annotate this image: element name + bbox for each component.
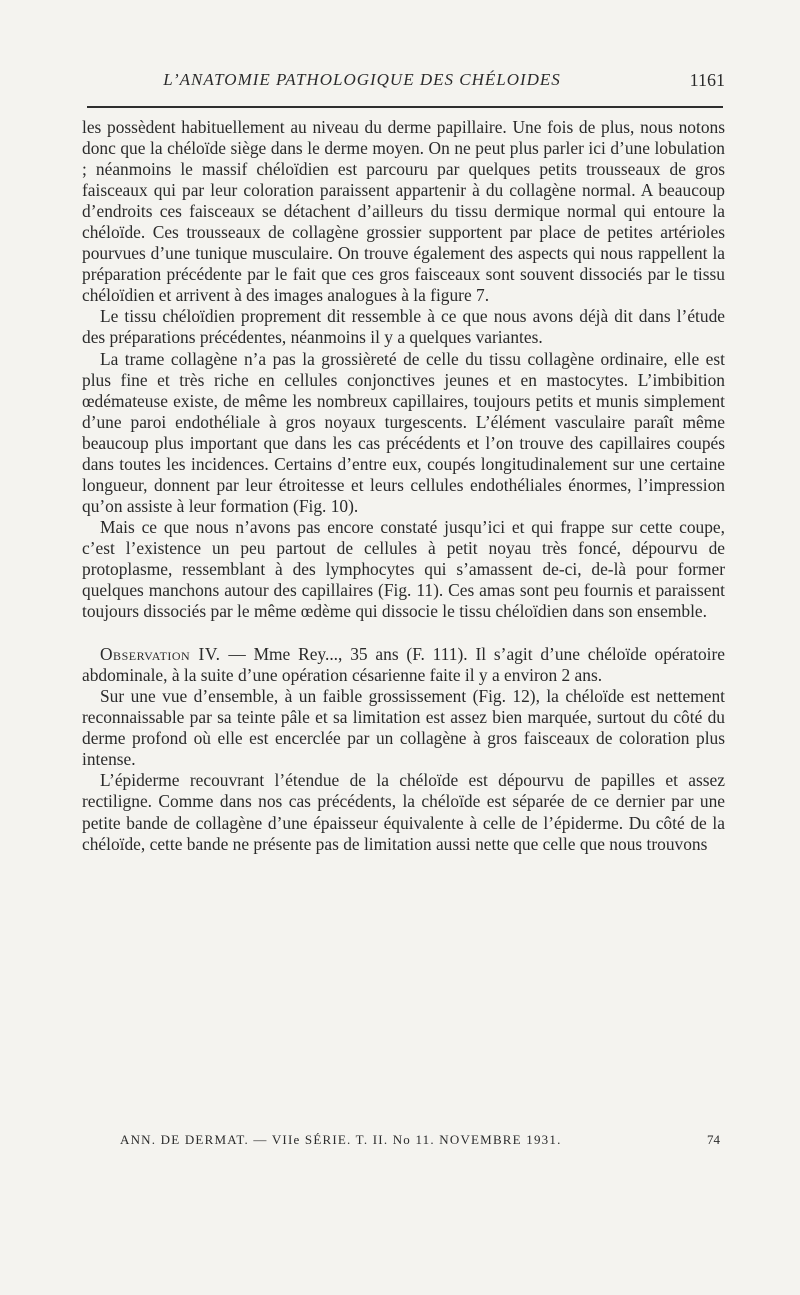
- paragraph: Mais ce que nous n’avons pas encore constaté jusqu’ici et qui frappe sur cette coupe, c’est l’existence un peu partout de cellules à petit noyau très foncé, dépourvu de protoplasme, ressemblant à des lymphocytes qui s’amassent de-ci, de-là pour former quelques manchons autour des capillaires (Fig. 11). Ces amas sont peu fournis et paraissent toujours dissociés par le même œdème qui dissocie le tissu chéloïdien dans son ensemble.: [82, 516, 725, 622]
- paragraph: les possèdent habituellement au niveau du derme papillaire. Une fois de plus, nous notons donc que la chéloïde siège dans le derme moyen. On ne peut plus parler ici d’une lobulation ; néanmoins le massif chéloïdien est parcouru par quelques petits trousseaux de gros faisceaux qui par leur coloration paraissent appartenir à du collagène normal. A beaucoup d’endroits ces faisceaux se détachent d’ailleurs du tissu dermique normal qui entoure la chéloïde. Ces trousseaux de collagène grossier supportent par place de petites artérioles pourvues d’une tunique musculaire. On trouve également des aspects qui nous rappellent la préparation précédente par le fait que ces gros faisceaux sont souvent dissociés par le tissu chéloïdien et arrivent à des images analogues à la figure 7.: [82, 117, 725, 306]
- header-rule: [87, 106, 723, 108]
- paragraph: L’épiderme recouvrant l’étendue de la chéloïde est dépourvu de papilles et assez rectiligne. Comme dans nos cas précédents, la chéloïde est séparée de ce dernier par une petite bande de collagène d’une épaisseur équivalente à celle de l’épiderme. Du côté de la chéloïde, cette bande ne présente pas de limitation aussi nette que celle que nous trouvons: [82, 770, 725, 854]
- page-number: 1161: [689, 70, 725, 90]
- journal-page: [82, 0, 725, 1295]
- running-title: L’ANATOMIE PATHOLOGIQUE DES CHÉLOIDES: [163, 70, 561, 89]
- page-header: [82, 70, 725, 98]
- page-footer: [120, 1132, 720, 1148]
- sheet-number: 74: [707, 1132, 720, 1147]
- journal-citation: ANN. DE DERMAT. — VIIe SÉRIE. T. II. No 11. NOVEMBRE 1931.: [120, 1132, 562, 1147]
- observation-paragraph: [82, 644, 725, 686]
- paragraph: Sur une vue d’ensemble, à un faible grossissement (Fig. 12), la chéloïde est nettement reconnaissable par sa teinte pâle et sa limitation est assez bien marquée, surtout du côté du derme profond où elle est encerclée par un collagène à gros faisceaux de coloration plus intense.: [82, 686, 725, 770]
- observation-label: Observation IV.: [100, 644, 221, 665]
- article-body: [82, 117, 725, 855]
- observation-text: — Mme Rey..., 35 ans (F. 111). Il s’agit d’une chéloïde opératoire abdominale, à la suite d’une opération césarienne faite il y a environ 2 ans.: [82, 644, 726, 686]
- paragraph: Le tissu chéloïdien proprement dit ressemble à ce que nous avons déjà dit dans l’étude des préparations précédentes, néanmoins il y a quelques variantes.: [82, 306, 725, 348]
- paragraph: La trame collagène n’a pas la grossièreté de celle du tissu collagène ordinaire, elle est plus fine et très riche en cellules conjonctives jeunes et en mastocytes. L’imbibition œdémateuse existe, de même les nombreux capillaires, toujours petits et munis simplement d’une paroi endothéliale à gros noyaux turgescents. L’élément vasculaire paraît même beaucoup plus important que dans les cas précédents et l’on trouve des capillaires coupés dans toutes les incidences. Certains d’entre eux, coupés longitudinalement sur une certaine longueur, donnent par leur étroitesse et leurs cellules endothéliales énormes, l’impression qu’on assiste à leur formation (Fig. 10).: [82, 348, 725, 516]
- section-gap: [82, 622, 725, 644]
